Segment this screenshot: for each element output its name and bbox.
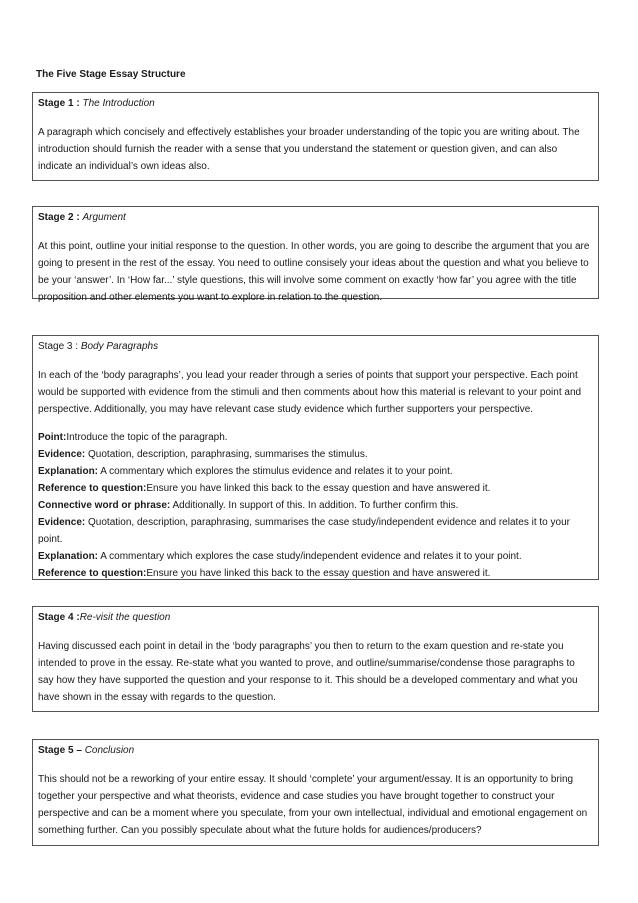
stage-3-body: In each of the ‘body paragraphs’, you lead your reader through a series of points that support your perspective. Each point would be supported with evidence from the stimuli and then comments about how this material is relevant to your point and perspective. Additionally, you may have relevant case study evidence which further supporters your perspective. <box>38 370 582 415</box>
evidence-line-2: Evidence: Quotation, description, paraphrasing, summarises the case study/independent evidence and relates it to your point. <box>38 517 570 545</box>
stage-3-box <box>32 335 599 580</box>
explanation-line: Explanation: A commentary which explores the stimulus evidence and relates it to your point. <box>38 466 453 477</box>
stage-2-heading <box>38 209 593 226</box>
stage-1-body: A paragraph which concisely and effectively establishes your broader understanding of the topic you are writing about. The introduction should furnish the reader with a sense that you understand the statement or question given, and can also indicate an individual’s own ideas also. <box>38 127 580 172</box>
stage-1-label: Stage 1 : <box>38 98 80 109</box>
stage-5-subtitle: Conclusion <box>84 745 135 756</box>
stage-2-box <box>32 206 599 303</box>
stage-3-label: Stage 3 : <box>38 341 79 352</box>
stage-2-subtitle: Argument <box>82 212 126 223</box>
stage-4-body: Having discussed each point in detail in the ‘body paragraphs’ you then to return to the exam question and re-state you intended to prove in the essay. Re-state what you wanted to prove, and outline/summarise/condense those paragraphs to say how they have supported the question and your response to it. This should be a developed commentary and what you have shown in the essay with regards to the question. <box>38 641 578 703</box>
stage-1-box <box>32 92 599 181</box>
explanation-line-2: Explanation: A commentary which explores the case study/independent evidence and relates it to your point. <box>38 551 522 562</box>
stage-2-body: At this point, outline your initial response to the question. In other words, you are going to describe the argument that you are going to present in the rest of the essay. You need to outline consisely your ideas about the question and what you believe to be your ‘answer’. In ‘How far...’ style questions, this will involve some comment on exactly ‘how far’ you agree with the title proposition and other elements you want to explore in relation to the question. <box>38 241 590 303</box>
stage-2-label: Stage 2 : <box>38 212 80 223</box>
stage-1-subtitle: The Introduction <box>82 98 155 109</box>
stage-5-label: Stage 5 – <box>38 745 82 756</box>
point-line: Point:Introduce the topic of the paragraph. <box>38 432 228 443</box>
stage-1-heading <box>38 95 593 112</box>
connective-line: Connective word or phrase: Additionally. In support of this. In addition. To further confirm this. <box>38 500 459 511</box>
stage-4-heading <box>38 609 593 626</box>
reference-to-question-line-2: Reference to question:Ensure you have linked this back to the essay question and have answered it. <box>38 568 491 579</box>
stage-3-heading <box>38 338 593 355</box>
reference-to-question-line: Reference to question:Ensure you have linked this back to the essay question and have answered it. <box>38 483 491 494</box>
stage-4-label: Stage 4 : <box>38 612 80 623</box>
stage-5-heading <box>38 742 593 759</box>
stage-4-subtitle: Re-visit the question <box>79 612 171 623</box>
document-title: The Five Stage Essay Structure <box>36 69 186 80</box>
stage-5-body: This should not be a reworking of your entire essay. It should ‘complete’ your argument/essay. It is an opportunity to bring together your perspective and what theorists, evidence and case studies you have brought together to construct your perspective and can be a moment where you speculate, from your own intellectual, individual and emotional engagement on something further. Can you possibly speculate about what the future holds for audiences/producers? <box>38 774 588 836</box>
evidence-line: Evidence: Quotation, description, paraphrasing, summarises the stimulus. <box>38 449 368 460</box>
stage-5-box <box>32 739 599 846</box>
stage-3-subtitle: Body Paragraphs <box>80 341 159 352</box>
stage-4-box <box>32 606 599 712</box>
